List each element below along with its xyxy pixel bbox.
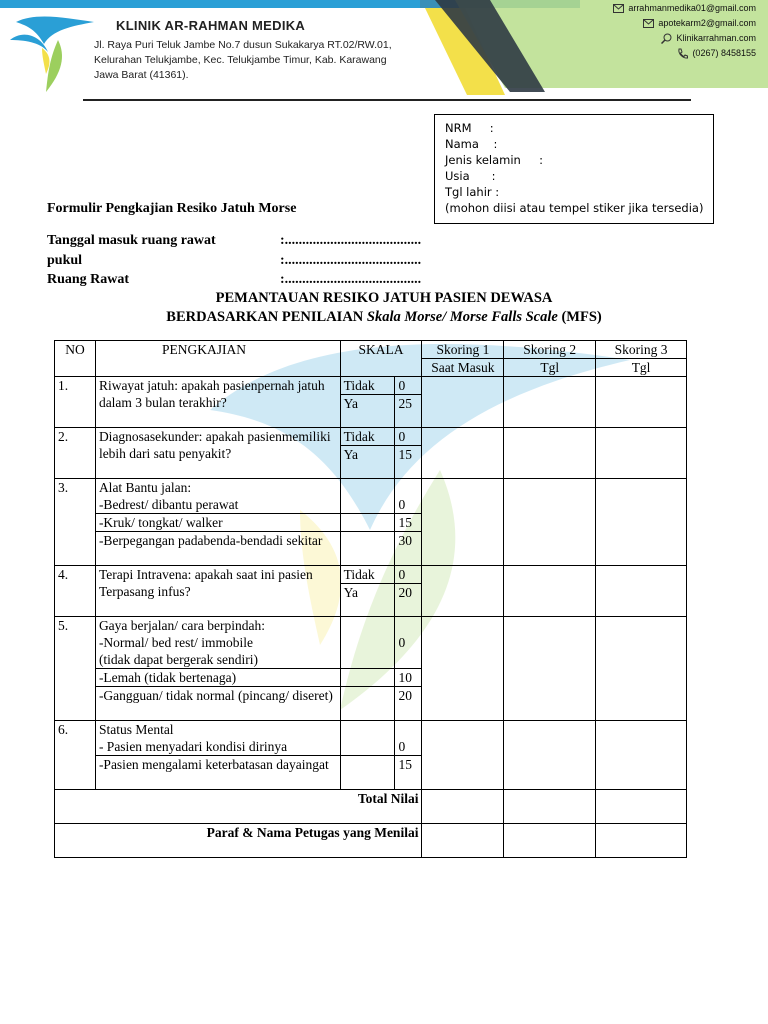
tgl-lahir-line: Tgl lahir : [445, 185, 500, 199]
sub-option: -Pasien mengalami keterbatasan dayaingat [95, 756, 340, 790]
skala-empty [340, 532, 395, 566]
score-cell-1[interactable] [422, 721, 504, 790]
total-cell-3[interactable] [596, 790, 687, 824]
col-skoring1-header: Skoring 1 [422, 341, 504, 359]
paraf-label: Paraf & Nama Petugas yang Menilai [55, 824, 422, 858]
item-text [95, 721, 340, 756]
score-cell-2[interactable] [504, 479, 596, 566]
score-cell-2[interactable] [504, 721, 596, 790]
address-line: Kelurahan Telukjambe, Kec. Telukjambe Timur, Kab. Karawang [94, 54, 387, 66]
item-title: Status Mental [98, 722, 174, 737]
col-skala-header: SKALA [340, 341, 422, 377]
total-cell-1[interactable] [422, 790, 504, 824]
heading-italic: Skala Morse/ Morse Falls Scale [366, 309, 558, 325]
score-cell-3[interactable] [596, 428, 687, 479]
table-row [55, 428, 687, 446]
item-title: Alat Bantu jalan: [98, 480, 192, 495]
heading-line-1: PEMANTAUAN RESIKO JATUH PASIEN DEWASA [215, 290, 553, 306]
score-cell-2[interactable] [504, 617, 596, 721]
score-cell-2[interactable] [504, 428, 596, 479]
sub-option: -Bedrest/ dibantu perawat [98, 497, 239, 512]
form-title: Formulir Pengkajian Resiko Jatuh Morse [47, 201, 297, 216]
score-cell-1[interactable] [422, 377, 504, 428]
skala-empty [340, 617, 395, 669]
meta-label: pukul [47, 253, 83, 268]
sub-option: - Pasien menyadari kondisi dirinya [98, 739, 288, 754]
paraf-cell-3[interactable] [596, 824, 687, 858]
sticker-note: (mohon diisi atau tempel stiker jika tersedia) [445, 201, 704, 215]
heading-suffix: (MFS) [557, 309, 602, 325]
score-cell-1[interactable] [422, 617, 504, 721]
score-cell-3[interactable] [596, 566, 687, 617]
meta-tanggal-masuk[interactable] [47, 233, 421, 249]
option-score: 0 [395, 721, 422, 756]
col-skoring2-header: Skoring 2 [504, 341, 596, 359]
item-text: Riwayat jatuh: apakah pasienpernah jatuh dalam 3 bulan terakhir? [95, 377, 340, 428]
row-number: 2. [55, 428, 96, 479]
option-score: 10 [395, 669, 422, 687]
contact-text: arrahmanmedika01@gmail.com [628, 3, 756, 13]
option-label: Tidak [340, 428, 395, 446]
paraf-row [55, 824, 687, 858]
skala-empty [340, 479, 395, 514]
saat-masuk-header: Saat Masuk [422, 359, 504, 377]
option-score: 15 [395, 446, 422, 479]
meta-label: Tanggal masuk ruang rawat [47, 233, 216, 248]
item-text [95, 479, 340, 514]
header-divider [83, 99, 691, 101]
patient-id-box[interactable] [434, 114, 714, 224]
meta-pukul[interactable] [47, 253, 421, 269]
address-line: Jawa Barat (41361). [94, 69, 189, 81]
option-score: 0 [395, 428, 422, 446]
col-no-header: NO [55, 341, 96, 377]
total-row [55, 790, 687, 824]
option-score: 15 [395, 514, 422, 532]
contact-text: Klinikarrahman.com [676, 33, 756, 43]
paraf-cell-2[interactable] [504, 824, 596, 858]
nama-line: Nama : [445, 137, 498, 151]
option-label: Tidak [340, 377, 395, 395]
row-number: 1. [55, 377, 96, 428]
option-score: 25 [395, 395, 422, 428]
score-cell-1[interactable] [422, 479, 504, 566]
nrm-line: NRM : [445, 121, 494, 135]
skala-empty [340, 687, 395, 721]
option-label: Tidak [340, 566, 395, 584]
table-row [55, 617, 687, 669]
score-cell-2[interactable] [504, 566, 596, 617]
option-score: 0 [395, 617, 422, 669]
meta-value[interactable]: :....................................... [280, 253, 422, 268]
score-cell-3[interactable] [596, 721, 687, 790]
row-number: 3. [55, 479, 96, 566]
score-cell-1[interactable] [422, 566, 504, 617]
heading-prefix: BERDASARKAN PENILAIAN [166, 309, 367, 325]
contact-email-1[interactable] [613, 1, 756, 16]
meta-value[interactable]: :....................................... [280, 272, 422, 287]
contact-website[interactable] [613, 31, 756, 46]
row-number: 4. [55, 566, 96, 617]
table-row [55, 721, 687, 756]
paraf-cell-1[interactable] [422, 824, 504, 858]
email-icon [613, 4, 624, 13]
search-icon [661, 33, 672, 44]
row-number: 5. [55, 617, 96, 721]
option-score: 0 [395, 479, 422, 514]
sub-option: -Gangguan/ tidak normal (pincang/ diseret) [95, 687, 340, 721]
table-row [55, 566, 687, 584]
option-score: 20 [395, 687, 422, 721]
meta-label: Ruang Rawat [47, 272, 130, 287]
row-number: 6. [55, 721, 96, 790]
table-row [55, 479, 687, 514]
skala-empty [340, 756, 395, 790]
score-cell-3[interactable] [596, 479, 687, 566]
skala-empty [340, 669, 395, 687]
item-title: Gaya berjalan/ cara berpindah: [98, 618, 265, 633]
option-score: 30 [395, 532, 422, 566]
clinic-name: KLINIK AR-RAHMAN MEDIKA [116, 18, 306, 33]
sub-option: -Lemah (tidak bertenaga) [95, 669, 340, 687]
option-score: 0 [395, 377, 422, 395]
option-score: 0 [395, 566, 422, 584]
option-score: 15 [395, 756, 422, 790]
score-cell-3[interactable] [596, 617, 687, 721]
table-row [55, 377, 687, 395]
option-label: Ya [340, 446, 395, 479]
sub-option: -Normal/ bed rest/ immobile (tidak dapat bergerak sendiri) [98, 635, 258, 667]
option-label: Ya [340, 584, 395, 617]
contact-list [613, 1, 756, 61]
skala-empty [340, 514, 395, 532]
usia-line: Usia : [445, 169, 496, 183]
contact-text: (0267) 8458155 [692, 48, 756, 58]
mfs-table [54, 340, 687, 858]
option-label: Ya [340, 395, 395, 428]
tgl-header: Tgl [504, 359, 596, 377]
contact-phone[interactable] [613, 46, 756, 61]
item-text [95, 617, 340, 669]
sub-option: -Kruk/ tongkat/ walker [95, 514, 340, 532]
address-line: Jl. Raya Puri Teluk Jambe No.7 dusun Sukakarya RT.02/RW.01, [94, 39, 392, 51]
option-score: 20 [395, 584, 422, 617]
jenis-kelamin-line: Jenis kelamin : [445, 153, 544, 167]
item-text: Terapi Intravena: apakah saat ini pasien Terpasang infus? [95, 566, 340, 617]
score-cell-3[interactable] [596, 377, 687, 428]
clinic-address [94, 38, 392, 83]
sub-option: -Berpegangan padabenda-bendadi sekitar [95, 532, 340, 566]
tgl-header: Tgl [596, 359, 687, 377]
item-text: Diagnosasekunder: apakah pasienmemiliki lebih dari satu penyakit? [95, 428, 340, 479]
score-cell-2[interactable] [504, 377, 596, 428]
total-cell-2[interactable] [504, 790, 596, 824]
email-icon [643, 19, 654, 28]
table-header-row [55, 341, 687, 359]
contact-email-2[interactable] [613, 16, 756, 31]
skala-empty [340, 721, 395, 756]
col-pengkajian-header: PENGKAJIAN [95, 341, 340, 377]
meta-value[interactable]: :....................................... [280, 233, 422, 248]
contact-text: apotekarm2@gmail.com [658, 18, 756, 28]
total-label: Total Nilai [55, 790, 422, 824]
col-skoring3-header: Skoring 3 [596, 341, 687, 359]
meta-ruang-rawat[interactable] [47, 272, 421, 288]
score-cell-1[interactable] [422, 428, 504, 479]
phone-icon [677, 48, 688, 59]
clinic-logo [6, 12, 98, 94]
